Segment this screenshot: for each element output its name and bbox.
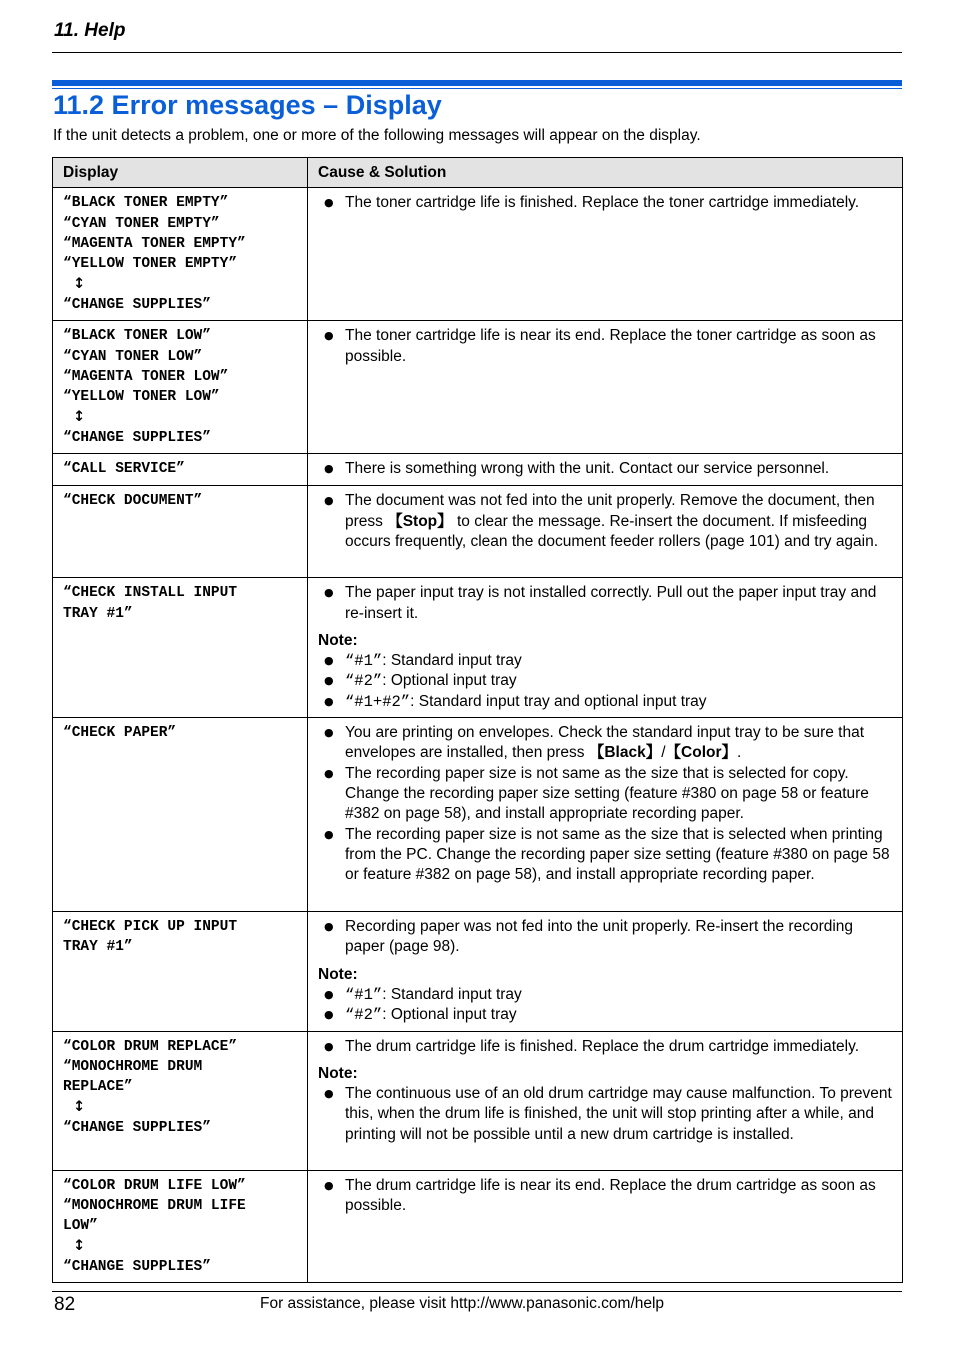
section-title: 11.2 Error messages – Display xyxy=(53,90,442,120)
display-message: “BLACK TONER LOW” xyxy=(63,328,211,345)
list-item: ● The toner cartridge life is finished. Replace the toner cartridge immediately. xyxy=(318,193,892,213)
note-item xyxy=(318,651,892,671)
display-message: “CALL SERVICE” xyxy=(63,461,185,478)
display-message: “CHANGE SUPPLIES” xyxy=(63,429,211,446)
table-row xyxy=(53,578,903,718)
note-text: : Standard input tray xyxy=(382,985,522,1003)
display-message: “MONOCHROME DRUM xyxy=(63,1058,203,1075)
display-message: “YELLOW TONER EMPTY” xyxy=(63,256,238,273)
display-message: “MAGENTA TONER LOW” xyxy=(63,368,229,385)
footer-divider xyxy=(52,1291,902,1292)
note-text: : Standard input tray xyxy=(382,652,522,670)
display-cell xyxy=(53,718,308,912)
cause-cell xyxy=(308,188,903,321)
list-item: ● Recording paper was not fed into the unit properly. Re-insert the recording paper (page 98). xyxy=(318,917,892,958)
display-message: “CHECK PAPER” xyxy=(63,725,177,742)
display-cell xyxy=(53,1031,308,1170)
cause-cell xyxy=(308,454,903,486)
list-item: ● The paper input tray is not installed correctly. Pull out the paper input tray and re-insert it. xyxy=(318,583,892,624)
error-messages-table xyxy=(52,157,903,1283)
display-message: “MAGENTA TONER EMPTY” xyxy=(63,235,246,252)
tray-code: “#2” xyxy=(345,1006,383,1025)
cause-cell xyxy=(308,1031,903,1170)
display-cell xyxy=(53,486,308,578)
display-message: “CYAN TONER LOW” xyxy=(63,348,203,365)
list-item: ● The drum cartridge life is finished. Replace the drum cartridge immediately. xyxy=(318,1037,892,1057)
alternating-arrow-icon: ↕ xyxy=(73,1099,86,1116)
note-text: : Optional input tray xyxy=(382,1006,517,1024)
display-cell xyxy=(53,188,308,321)
text-segment: . xyxy=(737,744,742,762)
table-row xyxy=(53,188,903,321)
note-item xyxy=(318,671,892,691)
header-divider xyxy=(52,52,902,53)
cause-cell xyxy=(308,912,903,1031)
page-number: 82 xyxy=(54,1294,76,1315)
cause-cell xyxy=(308,486,903,578)
display-message: “CYAN TONER EMPTY” xyxy=(63,215,220,232)
color-key-label: 【Color】 xyxy=(665,744,738,762)
text-segment: The document was not fed into the unit properly. Remove the document, then press xyxy=(345,492,875,530)
footer-assistance-text: For assistance, please visit http://www.panasonic.com/help xyxy=(260,1295,665,1312)
text-segment: to clear the message. Re-insert the document. If misfeeding occurs frequently, clean the document feeder rollers (page 101) and try again. xyxy=(345,512,879,550)
table-row xyxy=(53,718,903,912)
note-heading: Note: xyxy=(318,965,358,983)
column-header-display: Display xyxy=(53,158,308,188)
cause-cell xyxy=(308,578,903,718)
display-cell xyxy=(53,454,308,486)
alternating-arrow-icon: ↕ xyxy=(73,409,86,426)
note-item: ● The continuous use of an old drum cartridge may cause malfunction. To prevent this, when the drum life is finished, the unit will stop printing after a while, and printing will not be possible until a new drum cartridge is installed. xyxy=(318,1084,892,1145)
table-row xyxy=(53,321,903,454)
display-message: “CHECK DOCUMENT” xyxy=(63,493,203,510)
chapter-header: 11. Help xyxy=(54,20,126,41)
black-key-label: 【Black】 xyxy=(588,744,662,762)
note-text: : Standard input tray and optional input tray xyxy=(410,692,707,710)
note-text: : Optional input tray xyxy=(382,672,517,690)
list-item: ● The drum cartridge life is near its end. Replace the drum cartridge as soon as possible. xyxy=(318,1176,892,1217)
tray-code: “#2” xyxy=(345,672,383,691)
display-message: “BLACK TONER EMPTY” xyxy=(63,195,229,212)
note-heading: Note: xyxy=(318,631,358,649)
display-cell xyxy=(53,912,308,1031)
note-item xyxy=(318,985,892,1005)
alternating-arrow-icon: ↕ xyxy=(73,276,86,293)
table-row xyxy=(53,454,903,486)
display-message: “COLOR DRUM REPLACE” xyxy=(63,1038,238,1055)
section-intro: If the unit detects a problem, one or more of the following messages will appear on the display. xyxy=(53,127,701,144)
note-item xyxy=(318,692,892,712)
list-item: ● The recording paper size is not same as the size that is selected when printing from the PC. Change the recording paper size setting (feature #380 on page 58 or feature #382 on page 58), and install appropriate recording paper. xyxy=(318,825,892,886)
text-segment: You are printing on envelopes. Check the standard input tray to be sure that envelopes are installed, then press xyxy=(345,724,865,762)
display-message: “CHECK INSTALL INPUT xyxy=(63,585,238,602)
list-item xyxy=(318,491,892,552)
list-item: ● There is something wrong with the unit. Contact our service personnel. xyxy=(318,459,892,479)
section-bar xyxy=(52,80,902,86)
display-message: “MONOCHROME DRUM LIFE xyxy=(63,1197,246,1214)
tray-code: “#1+#2” xyxy=(345,692,411,711)
cause-cell xyxy=(308,718,903,912)
display-message: “CHANGE SUPPLIES” xyxy=(63,1119,211,1136)
list-item: ● The recording paper size is not same as the size that is selected for copy. Change the recording paper size setting (feature #380 on page 58 or feature #382 on page 58), and install appropriate recording paper. xyxy=(318,764,892,825)
display-cell xyxy=(53,1170,308,1282)
display-message: “YELLOW TONER LOW” xyxy=(63,389,220,406)
alternating-arrow-icon: ↕ xyxy=(73,1238,86,1255)
note-item xyxy=(318,1005,892,1025)
display-message: “CHANGE SUPPLIES” xyxy=(63,296,211,313)
table-row xyxy=(53,1170,903,1282)
list-item: ● The toner cartridge life is near its end. Replace the toner cartridge as soon as possible. xyxy=(318,326,892,367)
display-cell xyxy=(53,578,308,718)
text-segment: / xyxy=(661,744,666,762)
display-message: TRAY #1” xyxy=(63,605,133,622)
table-row xyxy=(53,1031,903,1170)
display-message: LOW” xyxy=(63,1218,98,1235)
display-message: “CHECK PICK UP INPUT xyxy=(63,919,238,936)
tray-code: “#1” xyxy=(345,652,383,671)
note-heading: Note: xyxy=(318,1064,358,1082)
display-message: “COLOR DRUM LIFE LOW” xyxy=(63,1177,246,1194)
section-bar-thin xyxy=(52,88,902,89)
cause-cell xyxy=(308,1170,903,1282)
display-cell xyxy=(53,321,308,454)
display-message: REPLACE” xyxy=(63,1079,133,1096)
list-item xyxy=(318,723,892,764)
table-row xyxy=(53,912,903,1031)
display-message: TRAY #1” xyxy=(63,939,133,956)
tray-code: “#1” xyxy=(345,985,383,1004)
cause-cell xyxy=(308,321,903,454)
column-header-cause: Cause & Solution xyxy=(308,158,903,188)
stop-key-label: 【Stop】 xyxy=(387,512,453,530)
table-header-row xyxy=(53,158,903,188)
display-message: “CHANGE SUPPLIES” xyxy=(63,1258,211,1275)
table-row xyxy=(53,486,903,578)
